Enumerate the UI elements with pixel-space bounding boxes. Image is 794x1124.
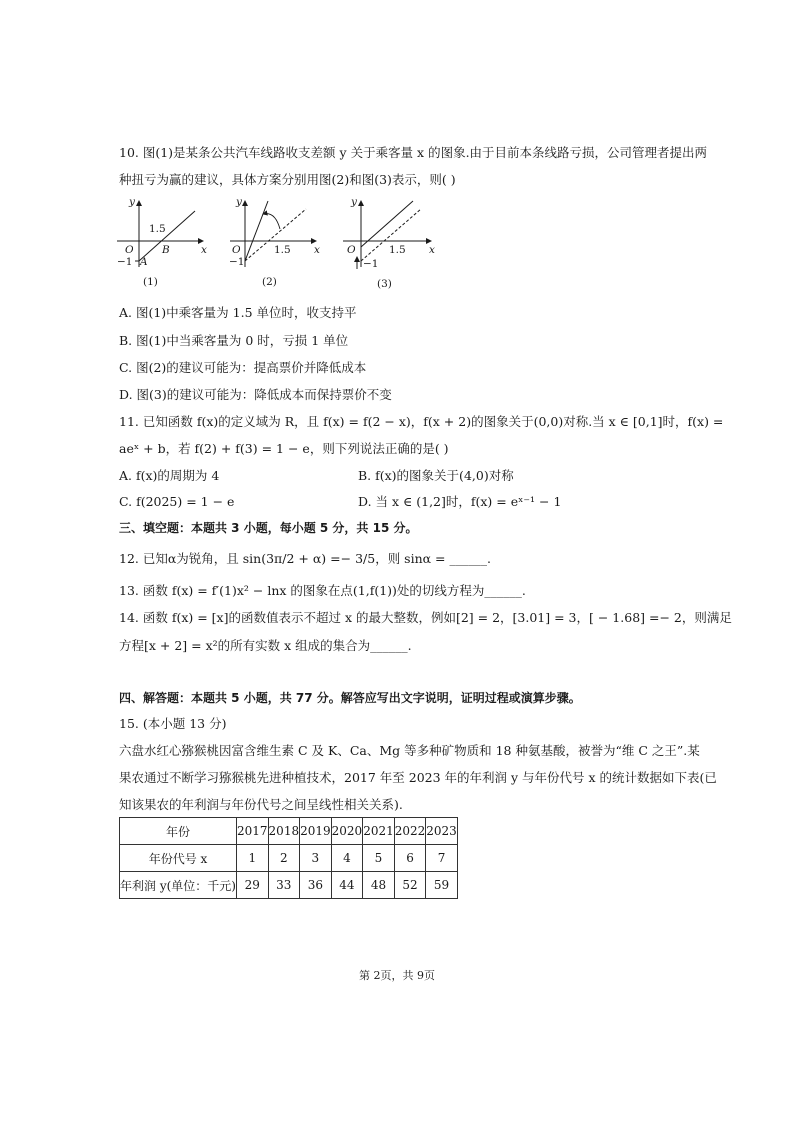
profit-table	[119, 817, 458, 899]
graph2-origin: O	[232, 244, 241, 256]
table-cell: 1	[237, 845, 269, 872]
table-cell: 2021	[363, 818, 395, 845]
table-cell: 5	[363, 845, 395, 872]
table-cell: 36	[300, 872, 332, 899]
graph-1	[115, 195, 215, 293]
q11-line1: 11. 已知函数 f(x)的定义域为 R，且 f(x) = f(2 − x)，f(x + 2)的图象关于(0,0)对称.当 x ∈ [0,1]时，f(x) =	[119, 414, 724, 429]
graph1-y-label: y	[129, 196, 135, 208]
section3-heading: 三、填空题：本题共 3 小题，每小题 5 分，共 15 分。	[119, 521, 418, 535]
q10-option-b: B. 图(1)中当乘客量为 0 时，亏损 1 单位	[119, 333, 349, 348]
table-cell: 48	[363, 872, 395, 899]
graph2-neg: −1	[229, 256, 245, 268]
table-cell: 2023	[426, 818, 458, 845]
q15-line2: 果农通过不断学习猕猴桃先进种植技术，2017 年至 2023 年的年利润 y 与年份代号 x 的统计数据如下表(已	[119, 770, 717, 785]
q11-option-c: C. f(2025) = 1 − e	[119, 494, 235, 509]
graph3-x-label: x	[429, 244, 435, 256]
graph1-neg: −1	[117, 256, 133, 268]
graph2-y-label: y	[236, 196, 242, 208]
q11-option-a: A. f(x)的周期为 4	[119, 468, 220, 483]
q14-line1: 14. 函数 f(x) = [x]的函数值表示不超过 x 的最大整数，例如[2] = 2，[3.01] = 3，[ − 1.68] =− 2，则满足	[119, 610, 732, 625]
table-header-cell: 年份	[120, 818, 237, 845]
q10-line2: 种扭亏为赢的建议，具体方案分别用图(2)和图(3)表示，则( )	[119, 172, 456, 187]
table-header-cell: 年份代号 x	[120, 845, 237, 872]
graph-2	[228, 195, 328, 293]
graph1-origin: O	[125, 244, 134, 256]
graph2-x-label: x	[314, 244, 320, 256]
q10-option-d: D. 图(3)的建议可能为：降低成本而保持票价不变	[119, 387, 392, 402]
table-cell: 7	[426, 845, 458, 872]
q13: 13. 函数 f(x) = f′(1)x² − lnx 的图象在点(1,f(1))处的切线方程为______.	[119, 583, 526, 598]
graph1-a: A	[140, 256, 148, 268]
graph-3	[341, 195, 441, 293]
q15-head: 15. (本小题 13 分)	[119, 716, 227, 731]
q11-line2: aeˣ + b，若 f(2) + f(3) = 1 − e，则下列说法正确的是( )	[119, 441, 449, 456]
table-cell: 4	[331, 845, 363, 872]
graph2-caption: (2)	[262, 276, 277, 288]
table-cell: 2018	[268, 818, 300, 845]
section4-heading: 四、解答题：本题共 5 小题，共 77 分。解答应写出文字说明，证明过程或演算步骤。	[119, 691, 581, 705]
table-row	[120, 818, 458, 845]
table-row	[120, 872, 458, 899]
page-footer: 第 2页，共 9页	[359, 969, 435, 982]
table-cell: 33	[268, 872, 300, 899]
graph1-x-label: x	[201, 244, 207, 256]
q11-option-d: D. 当 x ∈ (1,2]时，f(x) = eˣ⁻¹ − 1	[358, 494, 562, 509]
graph3-neg: −1	[363, 258, 379, 270]
q15-line1: 六盘水红心猕猴桃因富含维生素 C 及 K、Ca、Mg 等多种矿物质和 18 种氨基酸，被誉为“维 C 之王”.某	[119, 743, 700, 758]
table-cell: 6	[394, 845, 426, 872]
table-cell: 29	[237, 872, 269, 899]
q10-option-a: A. 图(1)中乘客量为 1.5 单位时，收支持平	[119, 305, 357, 320]
q11-option-b: B. f(x)的图象关于(4,0)对称	[358, 468, 514, 483]
table-cell: 2017	[237, 818, 269, 845]
table-cell: 2	[268, 845, 300, 872]
graph3-caption: (3)	[377, 278, 392, 290]
q14-line2: 方程[x + 2] = x²的所有实数 x 组成的集合为______.	[119, 638, 412, 653]
graph1-caption: (1)	[143, 276, 158, 288]
q10-line1: 10. 图(1)是某条公共汽车线路收支差额 y 关于乘客量 x 的图象.由于目前本条线路亏损，公司管理者提出两	[119, 145, 708, 160]
graph3-value: 1.5	[389, 244, 406, 256]
graph1-value: 1.5	[149, 223, 166, 235]
table-cell: 2019	[300, 818, 332, 845]
table-cell: 52	[394, 872, 426, 899]
table-cell: 59	[426, 872, 458, 899]
q12: 12. 已知α为锐角，且 sin(3π/2 + α) =− 3/5，则 sinα = ______.	[119, 551, 491, 566]
table-cell: 3	[300, 845, 332, 872]
table-header-cell: 年利润 y(单位：千元)	[120, 872, 237, 899]
q15-line3: 知该果农的年利润与年份代号之间呈线性相关关系).	[119, 797, 403, 812]
table-cell: 2022	[394, 818, 426, 845]
graph1-b: B	[162, 244, 170, 256]
q10-option-c: C. 图(2)的建议可能为：提高票价并降低成本	[119, 360, 367, 375]
table-cell: 44	[331, 872, 363, 899]
table-cell: 2020	[331, 818, 363, 845]
graph2-value: 1.5	[274, 244, 291, 256]
graph3-origin: O	[347, 244, 356, 256]
graph3-y-label: y	[351, 196, 357, 208]
table-row	[120, 845, 458, 872]
